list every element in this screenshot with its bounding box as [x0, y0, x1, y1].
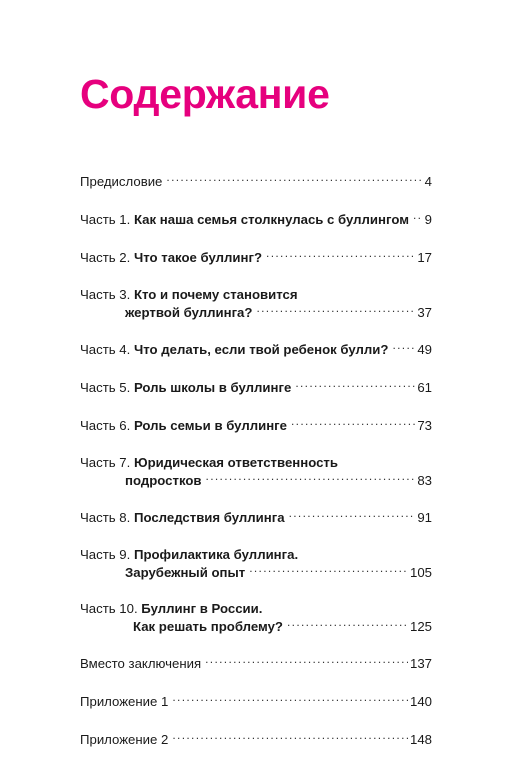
toc-entry-title: Последствия буллинга — [133, 510, 285, 525]
toc-entry-part-label: Часть 8. — [80, 510, 131, 525]
dot-leader — [413, 210, 423, 224]
toc-entry-page: 17 — [417, 250, 432, 265]
toc-entry-page: 125 — [409, 619, 432, 634]
toc-entry-title-line-2: подростков — [125, 473, 202, 488]
dot-leader — [287, 617, 408, 631]
toc-entry-part-label: Часть 3. — [80, 287, 131, 302]
toc-entry-part-label: Часть 5. — [80, 380, 131, 395]
toc-entry-appendix-1[interactable] — [80, 692, 432, 710]
dot-leader — [172, 730, 408, 744]
dot-leader — [249, 563, 408, 577]
table-of-contents — [80, 172, 432, 768]
toc-entry-preface[interactable] — [80, 172, 432, 190]
toc-entry-page: 37 — [417, 305, 432, 320]
toc-entry-part-label: Часть 1. — [80, 212, 131, 227]
toc-entry-title-line-2: Как решать проблему? — [133, 619, 283, 634]
toc-entry-part-label: Часть 9. — [80, 547, 131, 562]
toc-entry-part-9[interactable] — [80, 546, 432, 581]
toc-entry-title: Приложение 2 — [80, 732, 169, 747]
toc-entry-title: Как наша семья столкнулась с буллингом — [133, 212, 409, 227]
dot-leader — [206, 471, 416, 485]
dot-leader — [295, 378, 415, 392]
toc-entry-title-line-1: Профилактика буллинга. — [133, 547, 299, 562]
toc-entry-part-label: Часть 7. — [80, 455, 131, 470]
dot-leader — [392, 340, 415, 354]
toc-entry-part-2[interactable] — [80, 248, 432, 266]
toc-entry-title: Что такое буллинг? — [133, 250, 263, 265]
toc-entry-part-3[interactable] — [80, 286, 432, 321]
toc-entry-page: 9 — [424, 212, 432, 227]
toc-entry-part-label: Часть 10. — [80, 601, 138, 616]
toc-entry-part-8[interactable] — [80, 508, 432, 526]
toc-entry-title-line-1: Кто и почему становится — [133, 287, 298, 302]
toc-entry-part-label: Часть 2. — [80, 250, 131, 265]
dot-leader — [289, 508, 416, 522]
toc-entry-title-line-1: Буллинг в России. — [141, 601, 263, 616]
toc-entry-title: Предисловие — [80, 174, 163, 189]
dot-leader — [166, 172, 422, 186]
toc-entry-page: 105 — [409, 565, 432, 580]
dot-leader — [291, 416, 415, 430]
toc-entry-page: 61 — [417, 380, 432, 395]
toc-entry-page: 137 — [409, 656, 432, 671]
toc-entry-title: Приложение 1 — [80, 694, 169, 709]
toc-entry-part-5[interactable] — [80, 378, 432, 396]
toc-entry-title: Что делать, если твой ребенок булли? — [133, 342, 389, 357]
toc-entry-page: 140 — [409, 694, 432, 709]
dot-leader — [205, 654, 408, 668]
toc-entry-part-6[interactable] — [80, 416, 432, 434]
toc-entry-part-label: Часть 6. — [80, 418, 131, 433]
dot-leader — [266, 248, 415, 262]
toc-entry-part-7[interactable] — [80, 454, 432, 489]
toc-entry-title: Роль семьи в буллинге — [133, 418, 287, 433]
toc-entry-page: 83 — [417, 473, 432, 488]
toc-entry-page: 148 — [409, 732, 432, 747]
toc-entry-part-4[interactable] — [80, 340, 432, 358]
toc-entry-part-1[interactable] — [80, 210, 432, 228]
toc-entry-page: 4 — [424, 174, 432, 189]
toc-entry-title-line-2: Зарубежный опыт — [125, 565, 246, 580]
toc-entry-title: Вместо заключения — [80, 656, 202, 671]
toc-entry-page: 91 — [417, 510, 432, 525]
page-title: Содержание — [80, 71, 330, 117]
toc-entry-title-line-2: жертвой буллинга? — [125, 305, 253, 320]
toc-entry-part-10[interactable] — [80, 600, 432, 635]
toc-entry-page: 49 — [417, 342, 432, 357]
toc-entry-conclusion[interactable] — [80, 654, 432, 672]
toc-entry-title: Роль школы в буллинге — [133, 380, 292, 395]
toc-entry-title-line-1: Юридическая ответственность — [133, 455, 338, 470]
toc-entry-page: 73 — [417, 418, 432, 433]
dot-leader — [172, 692, 408, 706]
toc-entry-appendix-2[interactable] — [80, 730, 432, 748]
toc-entry-part-label: Часть 4. — [80, 342, 131, 357]
dot-leader — [256, 303, 415, 317]
